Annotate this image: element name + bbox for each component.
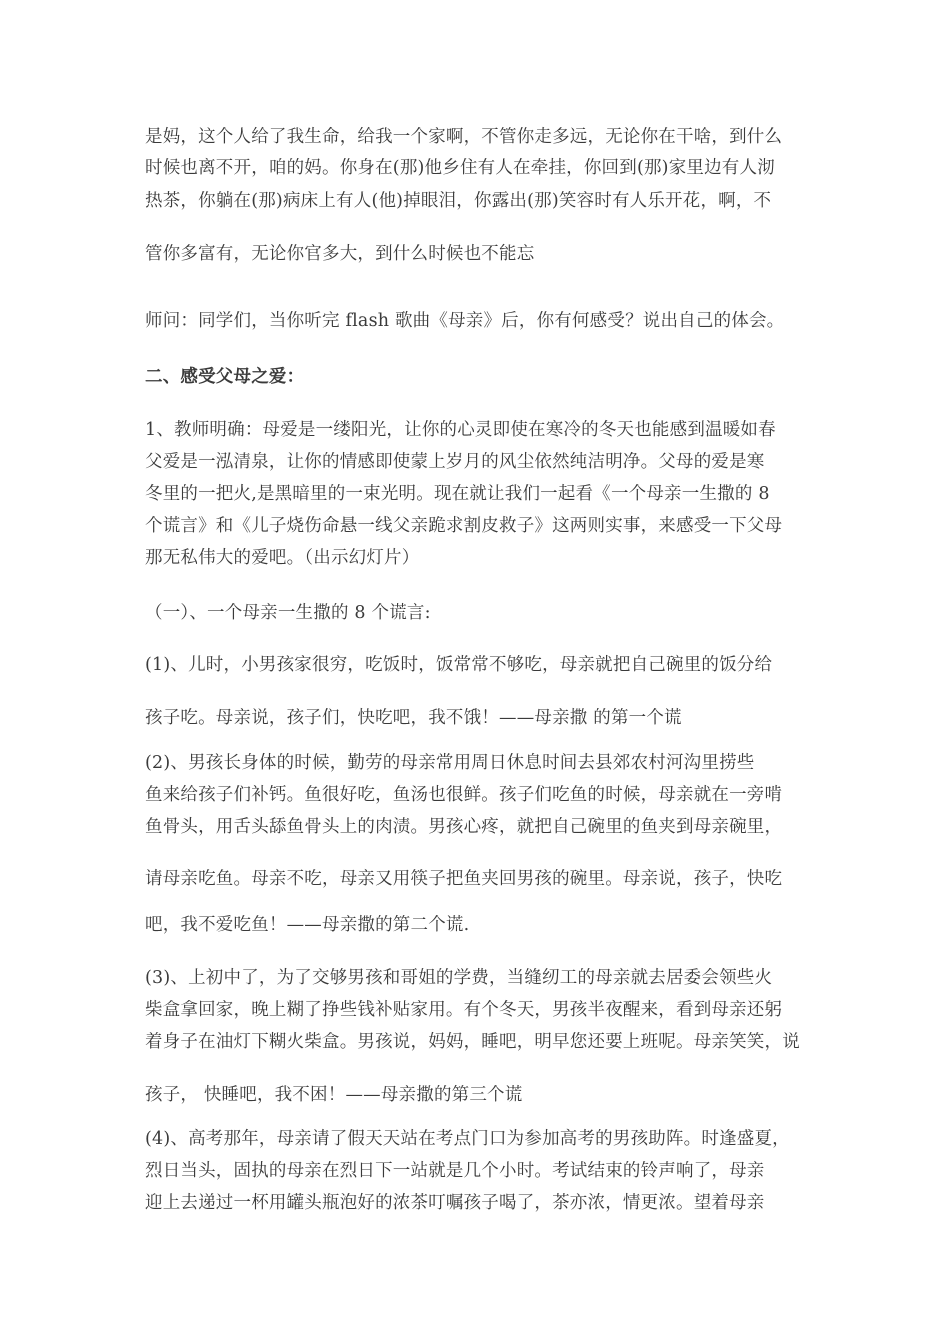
text-line: 那无私伟大的爱吧。（出示幻灯片） (145, 548, 420, 568)
text-line: 鱼骨头，用舌头舔鱼骨头上的肉渍。男孩心疼，就把自己碗里的鱼夹到母亲碗里， (145, 817, 783, 837)
text-line: 父爱是一泓清泉，让你的情感即使蒙上岁月的风尘依然纯洁明净。父母的爱是寒 (145, 452, 765, 472)
text-line: 孩子吃。母亲说，孩子们，快吃吧，我不饿！——母亲撒 的第一个谎 (145, 708, 682, 728)
subsection-heading: （一）、一个母亲一生撒的 8 个谎言: (145, 603, 431, 623)
text-line: 柴盒拿回家，晚上糊了挣些钱补贴家用。有个冬天，男孩半夜醒来，看到母亲还躬 (145, 1000, 783, 1020)
text-line: (1)、儿时，小男孩家很穷，吃饭时，饭常常不够吃，母亲就把自己碗里的饭分给 (145, 655, 773, 675)
text-line: 个谎言》和《儿子烧伤命悬一线父亲跪求割皮救子》这两则实事，来感受一下父母 (145, 516, 783, 536)
text-line: (4)、高考那年，母亲请了假天天站在考点门口为参加高考的男孩助阵。时逢盛夏， (145, 1129, 790, 1149)
text-line: 管你多富有，无论你官多大，到什么时候也不能忘 (145, 244, 535, 264)
text-line: 迎上去递过一杯用罐头瓶泡好的浓茶叮嘱孩子喝了，茶亦浓，情更浓。望着母亲 (145, 1193, 765, 1213)
text-line: 吧，我不爱吃鱼！——母亲撒的第二个谎. (145, 915, 470, 935)
text-line: (2)、男孩长身体的时候，勤劳的母亲常用周日休息时间去县郊农村河沟里捞些 (145, 753, 755, 773)
text-line: 热茶，你躺在(那)病床上有人(他)掉眼泪，你露出(那)笑容时有人乐开花，啊，不 (145, 191, 772, 211)
text-line: 冬里的一把火,是黑暗里的一束光明。现在就让我们一起看《一个母亲一生撒的 8 (145, 484, 770, 504)
text-line: 是妈，这个人给了我生命，给我一个家啊，不管你走多远，无论你在干啥，到什么 (145, 127, 783, 147)
text-line: (3)、上初中了，为了交够男孩和哥姐的学费，当缝纫工的母亲就去居委会领些火 (145, 968, 773, 988)
text-line: 鱼来给孩子们补钙。鱼很好吃，鱼汤也很鲜。孩子们吃鱼的时候，母亲就在一旁啃 (145, 785, 783, 805)
text-line: 着身子在油灯下糊火柴盒。男孩说，妈妈，睡吧，明早您还要上班呢。母亲笑笑，说 (145, 1032, 800, 1052)
text-line: 孩子， 快睡吧，我不困！——母亲撒的第三个谎 (145, 1085, 523, 1105)
section-heading: 二、感受父母之爱： (145, 367, 305, 387)
text-line: 时候也离不开，咱的妈。你身在(那)他乡住有人在牵挂，你回到(那)家里边有人沏 (145, 158, 775, 178)
text-line: 请母亲吃鱼。母亲不吃，母亲又用筷子把鱼夹回男孩的碗里。母亲说，孩子，快吃 (145, 869, 783, 889)
text-line: 1、教师明确：母爱是一缕阳光，让你的心灵即使在寒冷的冬天也能感到温暖如春 (145, 420, 776, 440)
question-line: 师问：同学们，当你听完 flash 歌曲《母亲》后，你有何感受？说出自己的体会。 (145, 311, 785, 331)
text-line: 烈日当头，固执的母亲在烈日下一站就是几个小时。考试结束的铃声响了，母亲 (145, 1161, 765, 1181)
